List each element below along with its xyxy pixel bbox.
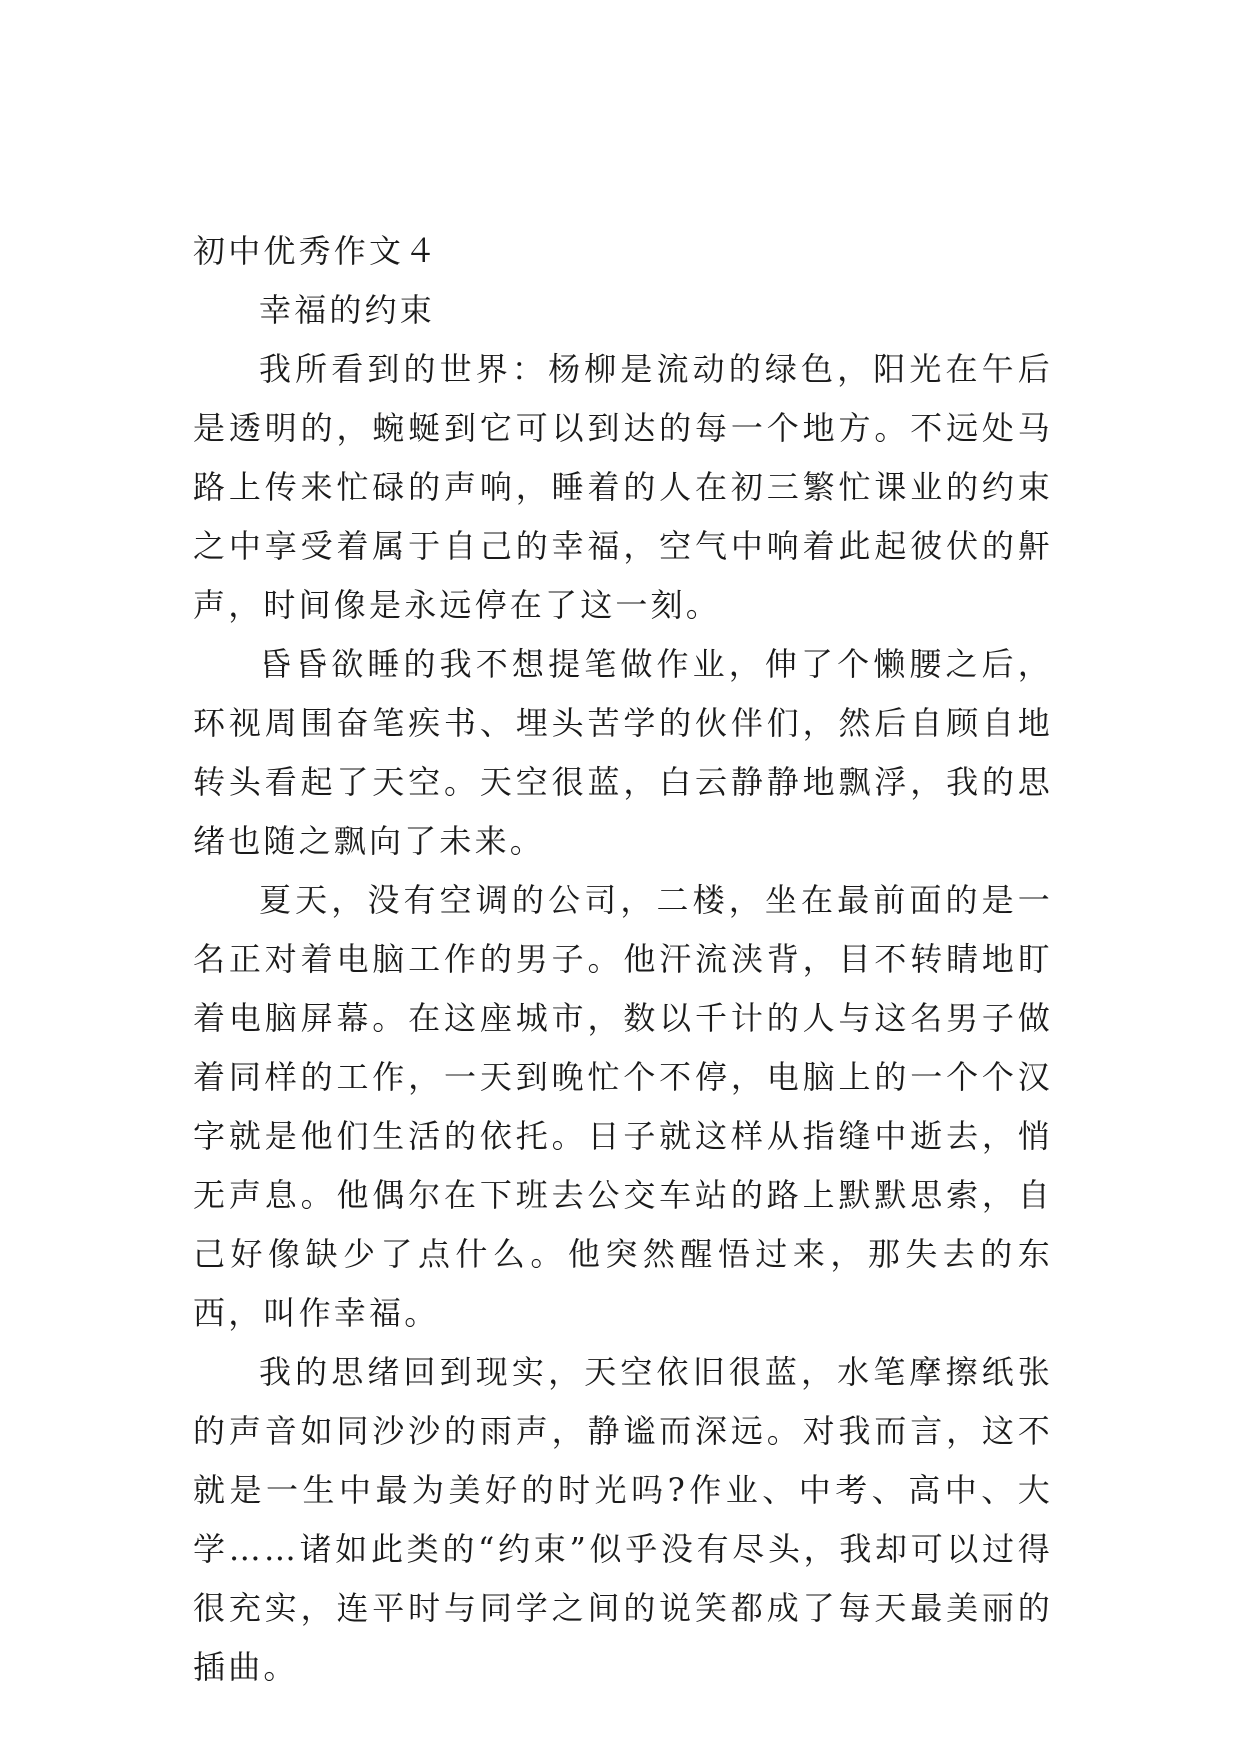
document-body: [193, 222, 1053, 1697]
paragraph-3: 夏天，没有空调的公司，二楼，坐在最前面的是一名正对着电脑工作的男子。他汗流浃背，目不转睛地盯着电脑屏幕。在这座城市，数以千计的人与这名男子做着同样的工作，一天到晚忙个不停，电脑上的一个个汉字就是他们生活的依托。日子就这样从指缝中逝去，悄无声息。他偶尔在下班去公交车站的路上默默思索，自己好像缺少了点什么。他突然醒悟过来，那失去的东西，叫作幸福。: [193, 881, 1053, 1332]
essay-title: 幸福的约束: [259, 291, 436, 329]
paragraph-1: 我所看到的世界：杨柳是流动的绿色，阳光在午后是透明的，蜿蜒到它可以到达的每一个地方。不远处马路上传来忙碌的声响，睡着的人在初三繁忙课业的约束之中享受着属于自己的幸福，空气中响着此起彼伏的鼾声，时间像是永远停在了这一刻。: [193, 350, 1053, 624]
document-heading: 初中优秀作文４: [193, 232, 440, 270]
paragraph-4: 我的思绪回到现实，天空依旧很蓝，水笔摩擦纸张的声音如同沙沙的雨声，静谧而深远。对我而言，这不就是一生中最为美好的时光吗?作业、中考、高中、大学……诸如此类的“约束”似乎没有尽头，我却可以过得很充实，连平时与同学之间的说笑都成了每天最美丽的插曲。: [193, 1353, 1053, 1686]
paragraph-2: 昏昏欲睡的我不想提笔做作业，伸了个懒腰之后，环视周围奋笔疾书、埋头苦学的伙伴们，然后自顾自地转头看起了天空。天空很蓝，白云静静地飘浮，我的思绪也随之飘向了未来。: [193, 645, 1053, 860]
